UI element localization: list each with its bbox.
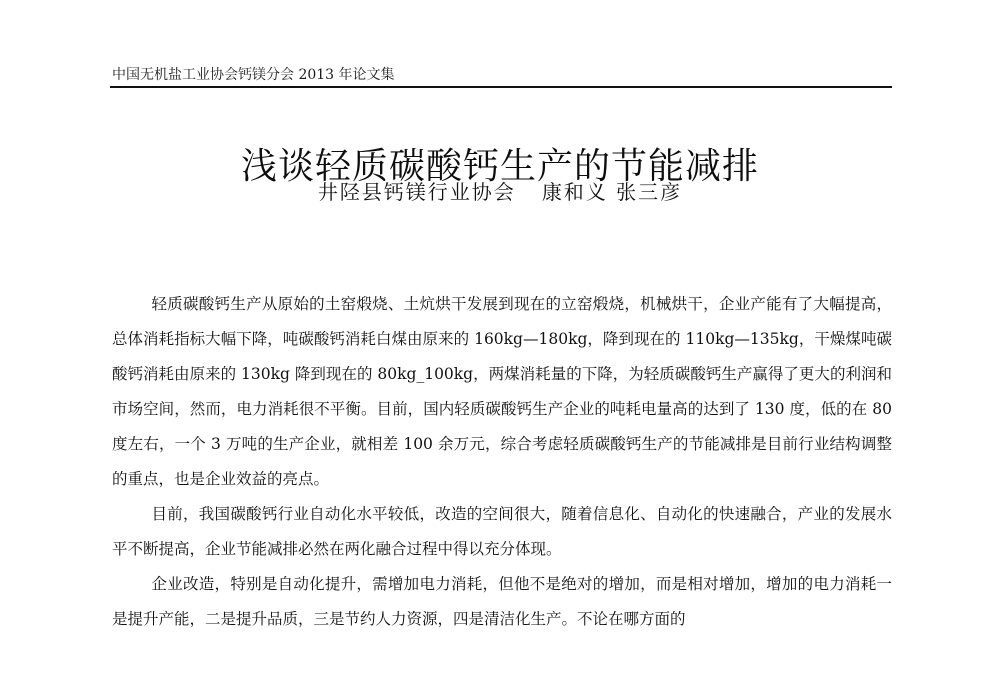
- header-rule: [110, 86, 892, 88]
- affiliation: 井陉县钙镁行业协会: [317, 180, 516, 204]
- byline: [0, 176, 1000, 205]
- article-title: 浅谈轻质碳酸钙生产的节能减排: [240, 146, 759, 188]
- authors: 康和义 张三彦: [541, 180, 683, 204]
- running-header: 中国无机盐工业协会钙镁分会 2013 年论文集: [112, 67, 395, 83]
- paragraph-2: 目前，我国碳酸钙行业自动化水平较低，改造的空间很大，随着信息化、自动化的快速融合，产业的发展水平不断提高，企业节能减排必然在两化融合过程中得以充分体现。: [112, 505, 892, 558]
- paragraph-1: 轻质碳酸钙生产从原始的土窑煅烧、土炕烘干发展到现在的立窑煅烧，机械烘干，企业产能有了大幅提高，总体消耗指标大幅下降，吨碳酸钙消耗白煤由原来的 160kg—180kg，降到现在的 110kg—135kg，干燥煤吨碳酸钙消耗由原来的 130kg 降到现在的 80kg_100kg，两煤消耗量的下降，为轻质碳酸钙生产赢得了更大的利润和市场空间，然而，电力消耗很不平衡。目前，国内轻质碳酸钙生产企业的吨耗电量高的达到了 130 度，低的在 80 度左右，一个 3 万吨的生产企业，就相差 100 余万元，综合考虑轻质碳酸钙生产的节能减排是目前行业结构调整的重点，也是企业效益的亮点。: [112, 295, 892, 488]
- body-text: [112, 287, 892, 637]
- paragraph-3: 企业改造，特别是自动化提升，需增加电力消耗，但他不是绝对的增加，而是相对增加，增加的电力消耗一是提升产能，二是提升品质，三是节约人力资源，四是清洁化生产。不论在哪方面的: [112, 575, 892, 628]
